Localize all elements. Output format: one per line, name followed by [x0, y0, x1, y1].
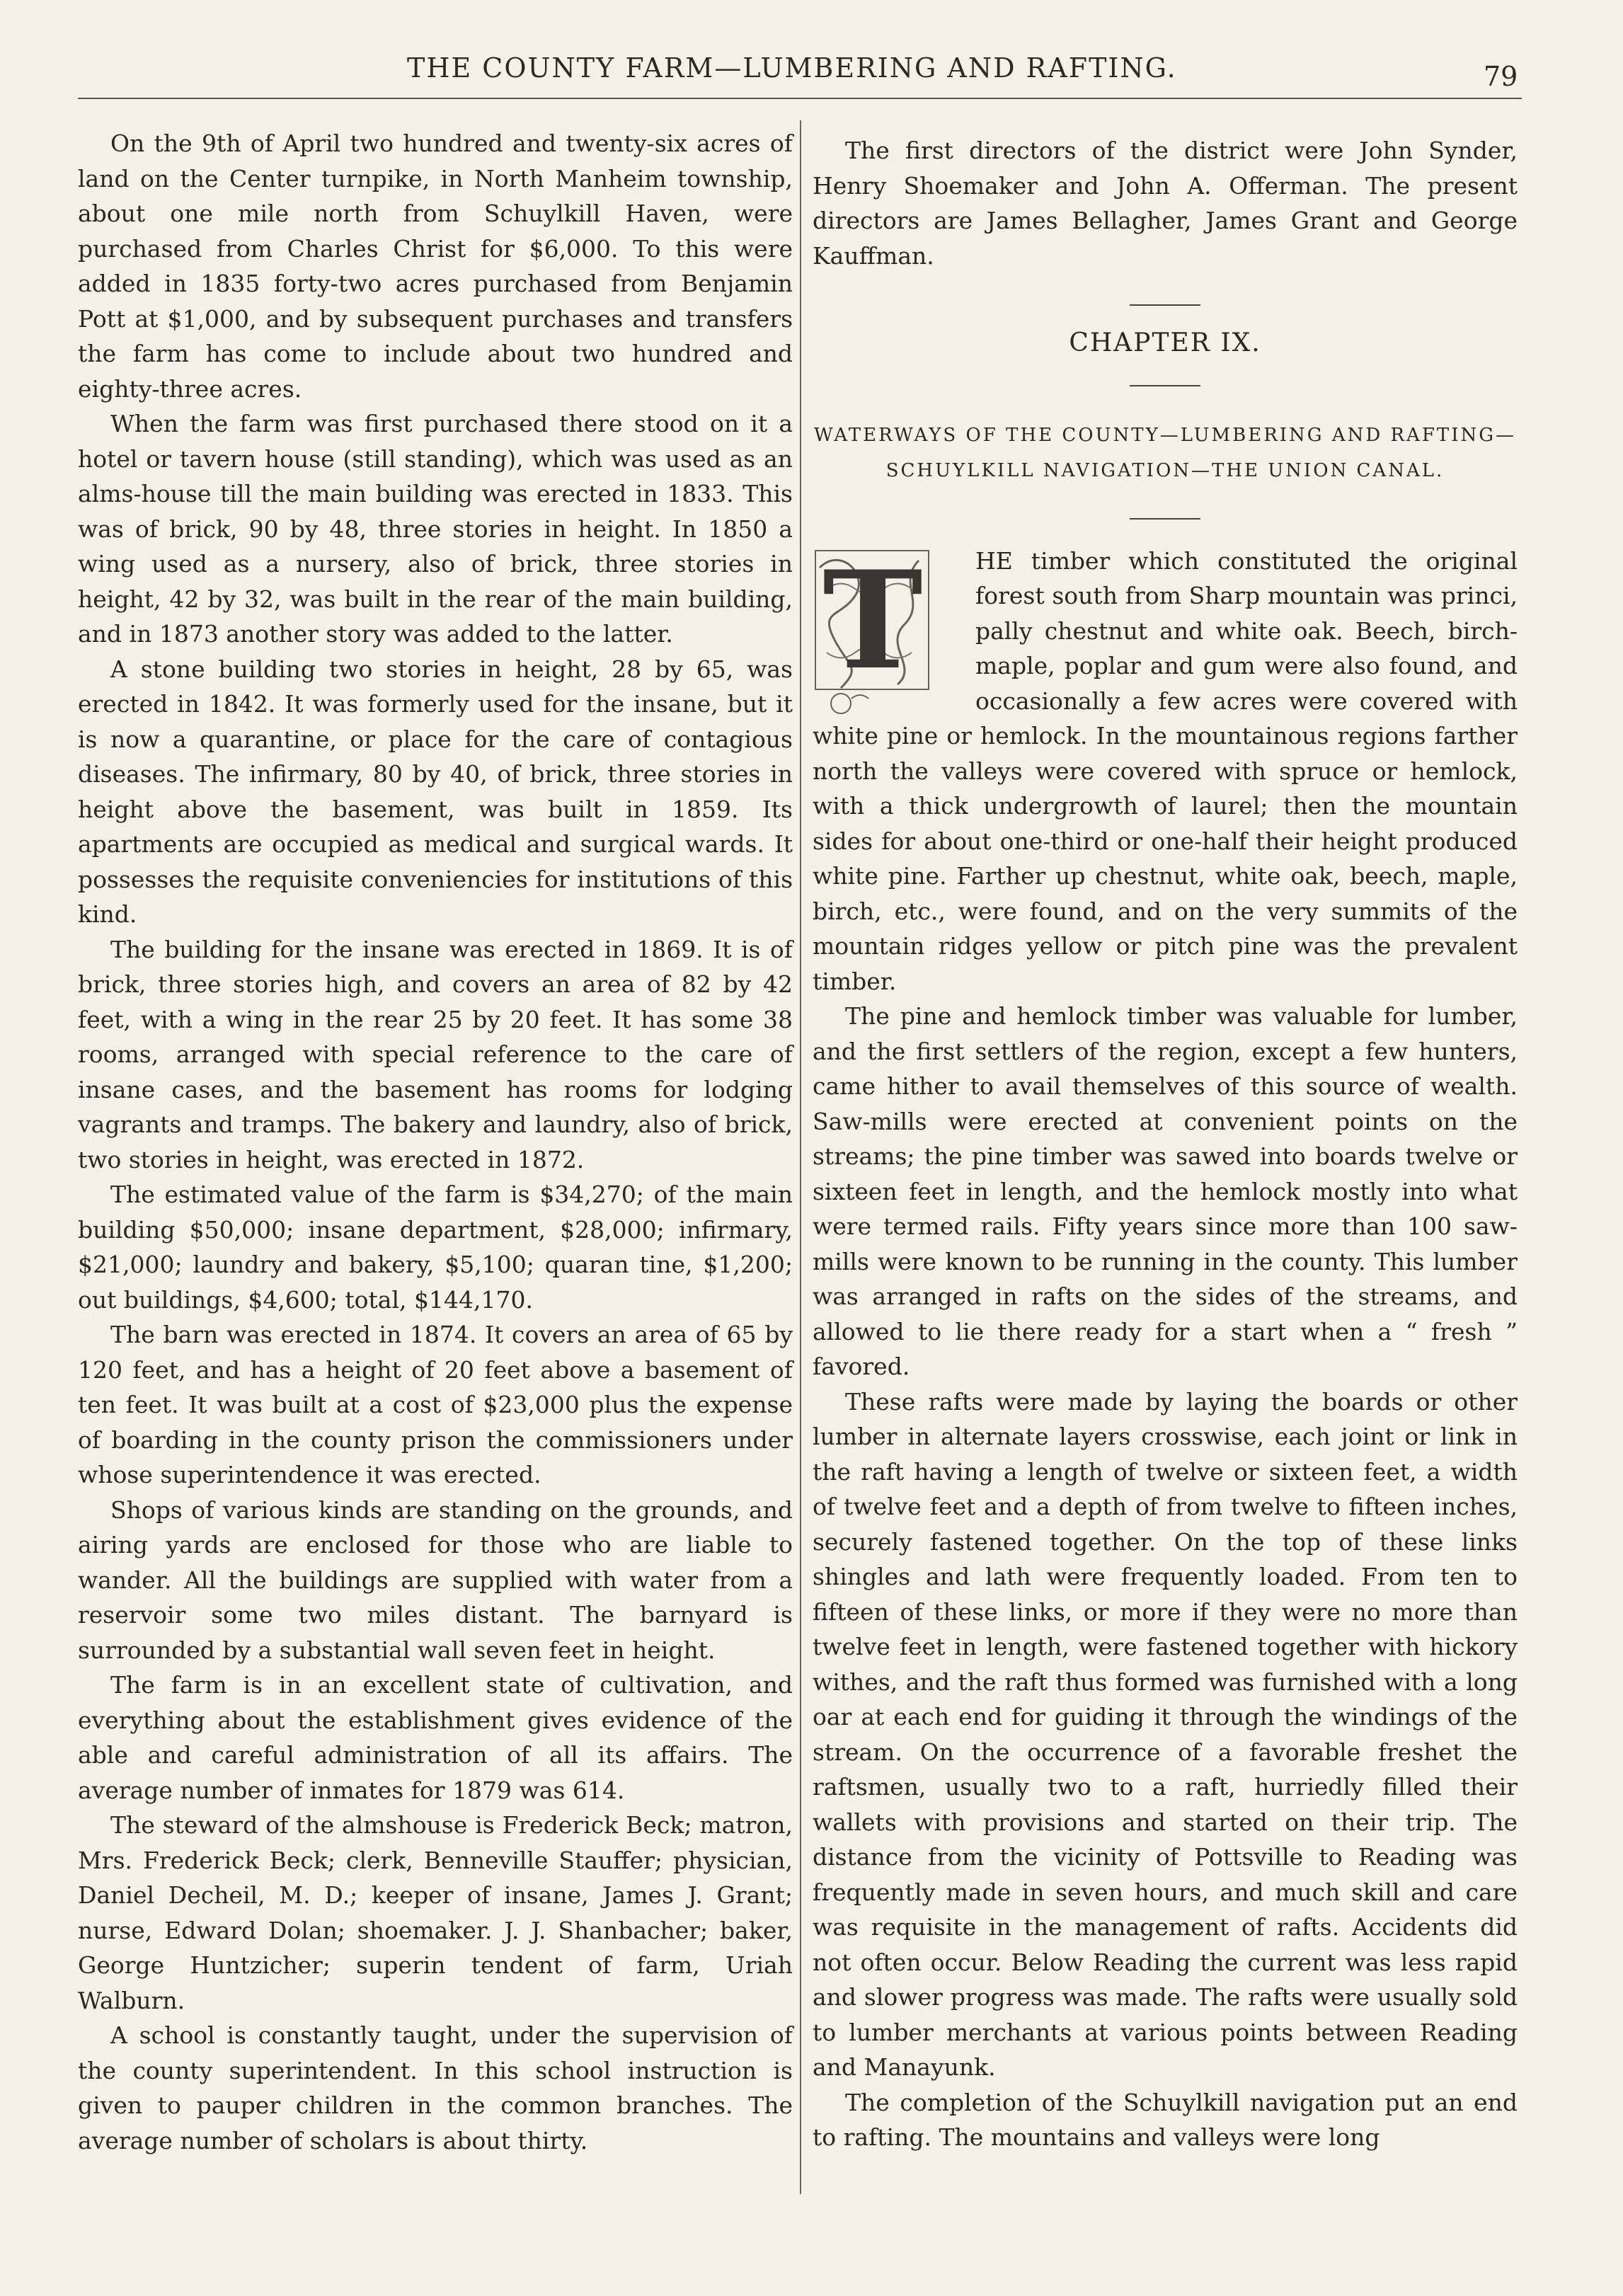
paragraph-shops: Shops of various kinds are standing on the grounds, and airing yards are enclosed for those who are liable to wander. All the buildings are supplied with water from a reservoir some two miles distant. The barnyard is surrounded by a substantial wall seven feet in height. — [78, 1496, 793, 1664]
chapter-subtitle: WATERWAYS OF THE COUNTY—LUMBERING AND RAFTING—SCHUYLKILL NAVIGATION—THE UNION CANAL. — [813, 424, 1516, 481]
paragraph-timber — [813, 541, 1518, 999]
page-number: 79 — [1484, 61, 1518, 92]
paragraph-school: A school is constantly taught, under the supervision of the county superintendent. In this school instruction is given to pauper children in the common branches. The average number of scholars is about thirty. — [78, 2021, 793, 2154]
chapter-separator — [1130, 385, 1200, 386]
dropcap-letter: T — [822, 541, 923, 699]
timber-paragraph-text: HE timber which constituted the original forest south from Sharp mountain was princi, pally chestnut and white oak. Beech, birch-maple, poplar and gum were also found, and occasionally a few acres were covered with white pine or hemlock. In the mountainous regions farther north the valleys were covered with spruce or hemlock, with a thick undergrowth of laurel; then the mountain sides for about one-third or one-half their height produced white pine. Farther up chestnut, white oak, beech, maple, birch, etc., were found, and on the very summits of the mountain ridges yellow or pitch pine was the prevalent timber. — [813, 546, 1518, 995]
column-rule — [800, 120, 801, 2194]
chapter-title: CHAPTER IX. — [1069, 328, 1261, 357]
paragraph-directors: The first directors of the district were John Synder, Henry Shoemaker and John A. Offerman. The present directors are James Bellagher, James Grant and George Kauffman. — [813, 137, 1518, 270]
paragraph-navigation: The completion of the Schuylkill navigation put an end to rafting. The mountains and valleys were long — [813, 2088, 1518, 2151]
paragraph-officers: The steward of the almshouse is Frederick Beck; matron, Mrs. Frederick Beck; clerk, Benneville Stauffer; physician, Daniel Decheil, M. D.; keeper of insane, James J. Grant; nurse, Edward Dolan; shoemaker. J. J. Shanbacher; baker, George Huntzicher; superin tendent of farm, Uriah Walburn. — [78, 1811, 793, 2014]
right-column — [813, 133, 1518, 2155]
paragraph-insane-building: The building for the insane was erected in 1869. It is of brick, three stories high, and covers an area of 82 by 42 feet, with a wing in the rear 25 by 20 feet. It has some 38 rooms, arranged with special reference to the care of insane cases, and the basement has rooms for lodging vagrants and tramps. The bakery and laundry, also of brick, two stories in height, was erected in 1872. — [78, 935, 793, 1173]
paragraph-rafts: These rafts were made by laying the boards or other lumber in alternate layers crosswise, each joint or link in the raft having a length of twelve or sixteen feet, a width of twelve feet and a depth of from twelve to fifteen inches, securely fastened together. On the top of these links shingles and lath were frequently loaded. From ten to fifteen of these links, or more if they were no more than twelve feet in length, were fastened together with hickory withes, and the raft thus formed was furnished with a long oar at each end for guiding it through the windings of the stream. On the occurrence of a favorable freshet the raftsmen, usually two to a raft, hurriedly filled their wallets with provisions and started on their trip. The distance from the vicinity of Pottsville to Reading was frequently made in seven hours, and much skill and care was requisite in the management of rafts. Accidents did not often occur. Below Reading the current was less rapid and slower progress was made. The rafts were usually sold to lumber merchants at various points between Reading and Manayunk. — [813, 1387, 1518, 2081]
subtitle-separator — [1130, 518, 1200, 520]
paragraph-estimated-value: The estimated value of the farm is $34,270; of the main building $50,000; insane department, $28,000; infirmary, $21,000; laundry and bakery, $5,100; quaran tine, $1,200; out buildings, $4,600; total, $144,170. — [78, 1181, 793, 1314]
paragraph-farm-purchase: On the 9th of April two hundred and twenty-six acres of land on the Center turnpike, in North Manheim township, about one mile north from Schuylkill Haven, were purchased from Charles Christ for $6,000. To this were added in 1835 forty-two acres purchased from Benjamin Pott at $1,000, and by subsequent purchases and transfers the farm has come to include about two hundred and eighty-three acres. — [78, 130, 793, 403]
left-column — [78, 126, 793, 2158]
paragraph-saw-mills: The pine and hemlock timber was valuable for lumber, and the first settlers of the region, except a few hunters, came hither to avail themselves of this source of wealth. Saw-mills were erected at convenient points on the streams; the pine timber was sawed into boards twelve or sixteen feet in length, and the hemlock mostly into what were termed rails. Fifty years since more than 100 saw-mills were known to be running in the county. This lumber was arranged in rafts on the sides of the streams, and allowed to lie there ready for a start when a “ fresh ” favored. — [813, 1002, 1518, 1380]
ornamental-dropcap — [813, 541, 961, 716]
paragraph-tavern-house: When the farm was first purchased there stood on it a hotel or tavern house (still standing), which was used as an alms-house till the main building was erected in 1833. This was of brick, 90 by 48, three stories in height. In 1850 a wing used as a nursery, also of brick, three stories in height, 42 by 32, was built in the rear of the main building, and in 1873 another story was added to the latter. — [78, 410, 793, 648]
section-separator — [1130, 304, 1200, 306]
header-rule — [78, 98, 1522, 99]
paragraph-stone-building: A stone building two stories in height, 28 by 65, was erected in 1842. It was formerly used for the insane, but it is now a quarantine, or place for the care of contagious diseases. The infirmary, 80 by 40, of brick, three stories in height above the basement, was built in 1859. Its apartments are occupied as medical and surgical wards. It possesses the requisite conveniencies for institutions of this kind. — [78, 655, 793, 928]
paragraph-cultivation: The farm is in an excellent state of cultivation, and everything about the establishment gives evidence of the able and careful administration of all its affairs. The average number of inmates for 1879 was 614. — [78, 1671, 793, 1804]
running-title: THE COUNTY FARM—LUMBERING AND RAFTING. — [407, 52, 1177, 84]
paragraph-barn: The barn was erected in 1874. It covers an area of 65 by 120 feet, and has a height of 20 feet above a basement of ten feet. It was built at a cost of $23,000 plus the expense of boarding in the county prison the commissioners under whose superintendence it was erected. — [78, 1321, 793, 1488]
